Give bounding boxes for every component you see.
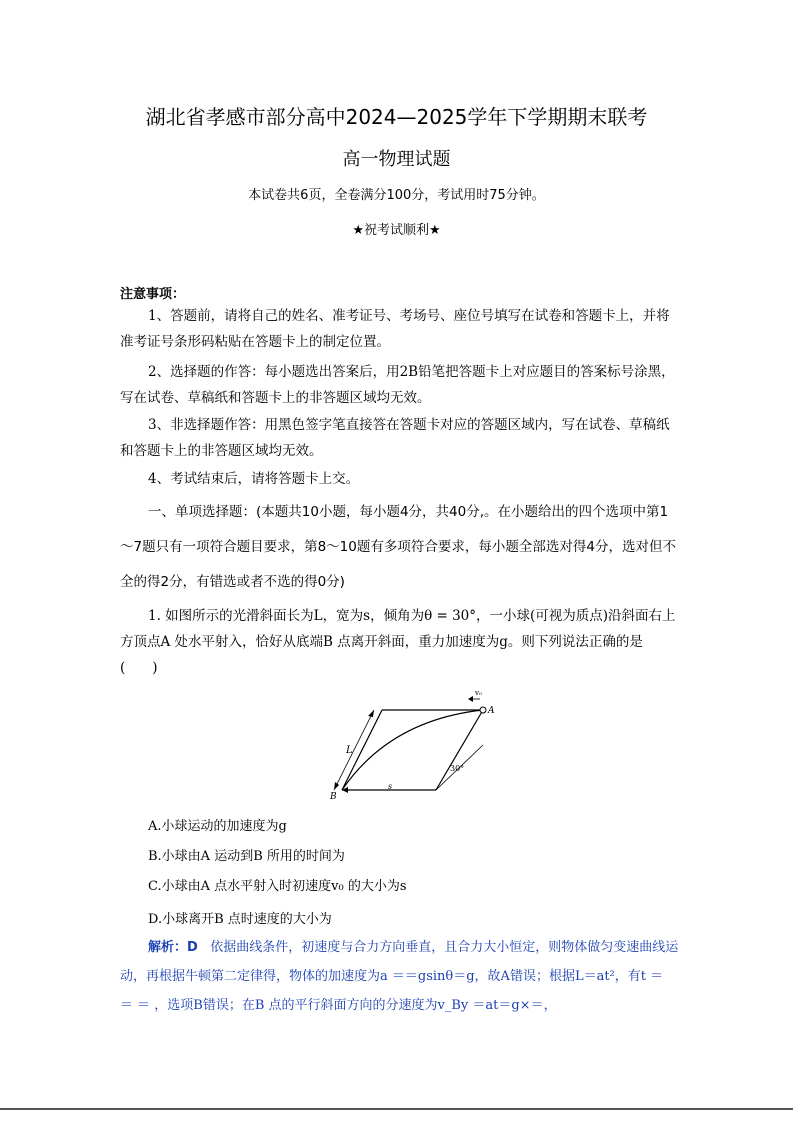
label-l: L (346, 745, 353, 756)
label-b: B (330, 792, 337, 802)
page-footer-line (0, 1108, 793, 1110)
section-heading: 一、单项选择题：(本题共10小题，每小题4分，共40分,。在小题给出的四个选项中第1～7题只有一项符合题目要求，第8～10题有多项符合要求，每小题全部选对得4分，选对但不全的得2分，有错选或者不选的得0分) (120, 504, 676, 590)
notice-heading: 注意事项： (120, 287, 186, 302)
v0-arrowhead (468, 696, 473, 702)
label-angle: 30° (450, 764, 465, 773)
label-s: s (388, 782, 393, 791)
option-d: D.小球离开B 点时速度的大小为 (148, 912, 332, 927)
notice-item-1: 1、答题前，请将自己的姓名、准考证号、考场号、座位号填写在试卷和答题卡上，并将准考证号条形码粘贴在答题卡上的制定位置。 (120, 308, 670, 350)
option-a: A.小球运动的加速度为g (148, 819, 287, 834)
exam-info: 本试卷共6页，全卷满分100分，考试用时75分钟。 (248, 188, 545, 203)
answer-label: 解析：D (148, 940, 198, 955)
answer-text: 依据曲线条件，初速度与合力方向垂直，且合力大小恒定，则物体做匀变速曲线运动，再根据牛顿第二定律得，物体的加速度为a ＝＝gsinθ＝g，故A错误；根据L＝at²，有t ＝ ＝ ＝ ，选项B错误；在B 点的平行斜面方向的分速度为v_By ＝at＝g×＝， (120, 940, 679, 1013)
option-c: C.小球由A 点水平射入时初速度v₀ 的大小为s (148, 879, 407, 894)
exam-title: 湖北省孝感市部分高中2024—2025学年下学期期末联考 (145, 105, 648, 129)
right-edge (436, 710, 483, 790)
notice-item-4: 4、考试结束后，请将答题卡上交。 (148, 471, 360, 487)
exam-wish: ★祝考试顺利★ (352, 223, 441, 238)
length-arrow-bottom (334, 782, 339, 790)
question-1-stem: 1. 如图所示的光滑斜面长为L，宽为s，倾角为θ = 30°，一小球(可视为质点)沿斜面右上方顶点A 处水平射入，恰好从底端B 点离开斜面，重力加速度为g。则下列说法正确的是( ) (120, 608, 676, 676)
label-a: A (488, 706, 495, 716)
trajectory-curve (342, 710, 483, 790)
length-arrow-top (368, 710, 374, 717)
option-b: B.小球由A 运动到B 所用的时间为 (148, 849, 345, 864)
answer-explanation (120, 933, 680, 1020)
incline-figure (320, 685, 500, 805)
length-dimension (334, 710, 374, 790)
label-v0: v₀ (475, 689, 482, 697)
notice-item-3: 3、非选择题作答：用黑色签字笔直接答在答题卡对应的答题区域内，写在试卷、草稿纸和答题卡上的非答题区域均无效。 (120, 417, 670, 459)
exam-subtitle: 高一物理试题 (342, 149, 451, 170)
point-a (480, 707, 486, 713)
notice-item-2: 2、选择题的作答：每小题选出答案后，用2B铅笔把答题卡上对应题目的答案标号涂黑，写在试卷、草稿纸和答题卡上的非答题区域均无效。 (120, 364, 675, 406)
